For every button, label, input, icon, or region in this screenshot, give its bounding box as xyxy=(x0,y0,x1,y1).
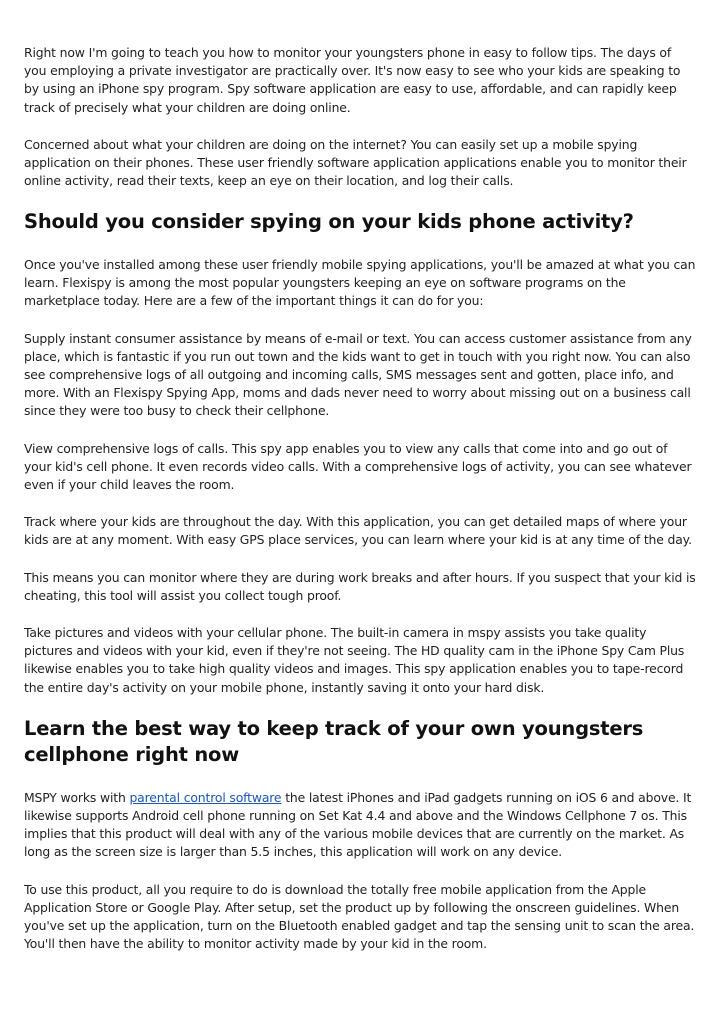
paragraph-intro: Right now I'm going to teach you how to monitor your youngsters phone in easy to follow tips. The days of you employing a private investigator are practically over. It's now easy to see who your kids are speaking to by using an iPhone spy program. Spy software application are easy to use, affordable, and can rapidly keep track of precisely what your children are doing online. xyxy=(24,45,681,115)
paragraph-monitor-breaks: This means you can monitor where they are during work breaks and after hours. If you suspect that your kid is cheating, this tool will assist you collect tough proof. xyxy=(24,569,696,603)
mspy-text-after: the latest iPhones and iPad gadgets running on iOS 6 and above. It likewise supports Android cell phone running on Set Kat 4.4 and above and the Windows Cellphone 7 os. This implies that this product will deal with any of the various mobile devices that are currently on the market. As long as the screen size is larger than 5.5 inches, this application will work on any device. xyxy=(24,789,692,860)
heading-should-you-spy: Should you consider spying on your kids phone activity? xyxy=(24,210,634,234)
parental-control-software-link[interactable]: parental control software xyxy=(129,789,282,805)
paragraph-consumer-assistance: Supply instant consumer assistance by means of e-mail or text. You can access customer assistance from any place, which is fantastic if you run out town and the kids want to get in touch with you right now. You can also see comprehensive logs of all outgoing and incoming calls, SMS messages sent and gotten, place info, and more. With an Flexispy Spying App, moms and dads never need to worry about missing out on a business call since they were too busy to check their cellphone. xyxy=(24,330,692,419)
paragraph-pictures-videos: Take pictures and videos with your cellular phone. The built-in camera in mspy assists you take quality pictures and videos with your kid, even if they're not seeing. The HD quality cam in the iPhone Spy Cam Plus likewise enables you to take high quality videos and images. This spy application enables you to tape-record the entire day's activity on your mobile phone, instantly saving it onto your hard disk. xyxy=(24,624,685,695)
paragraph-how-to-use: To use this product, all you require to do is download the totally free mobile application from the Apple Application Store or Google Play. After setup, set the product up by following the onscreen guidelines. When you've set up the application, turn on the Bluetooth enabled gadget and tap the sensing unit to scan the area. You'll then have the ability to monitor activity made by your kid in the room. xyxy=(24,881,695,952)
paragraph-call-logs: View comprehensive logs of calls. This spy app enables you to view any calls that come into and go out of your kid's cell phone. It even records video calls. With a comprehensive logs of activity, you can see whatever even if your child leaves the room. xyxy=(24,440,692,492)
heading-learn-best-way: Learn the best way to keep track of your own youngsters cellphone right now xyxy=(24,716,644,767)
mspy-text-before: MSPY works with xyxy=(24,789,130,805)
paragraph-concerned: Concerned about what your children are doing on the internet? You can easily set up a mobile spying application on their phones. These user friendly software application applications enable you to monitor their online activity, read their texts, keep an eye on their location, and log their calls. xyxy=(24,136,687,189)
paragraph-mspy-compat xyxy=(24,789,696,862)
paragraph-flexispy: Once you've installed among these user friendly mobile spying applications, you'll be amazed at what you can learn. Flexispy is among the most popular youngsters keeping an eye on software programs on the marketplace today. Here are a few of the important things it can do for you: xyxy=(24,256,696,309)
paragraph-track-location: Track where your kids are throughout the day. With this application, you can get detailed maps of where your kids are at any moment. With easy GPS place services, you can learn where your kid is at any time of the day. xyxy=(24,514,692,548)
